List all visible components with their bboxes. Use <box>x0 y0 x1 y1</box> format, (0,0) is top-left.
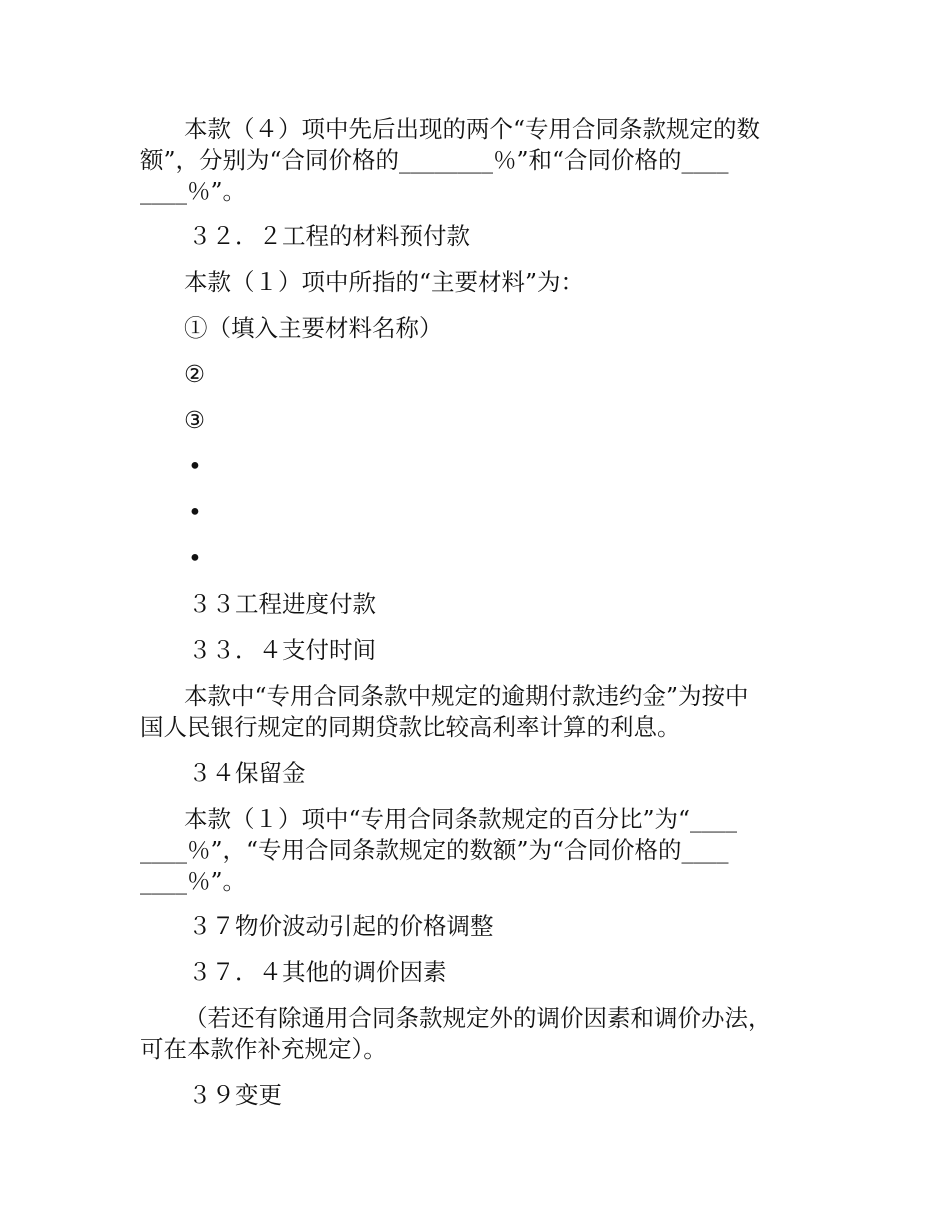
section-heading: ３７．４其他的调价因素 <box>188 958 447 986</box>
paragraph-line: ____％”。 <box>140 867 247 895</box>
section-heading: ３７物价波动引起的价格调整 <box>188 912 494 940</box>
paragraph-line: （若还有除通用合同条款规定外的调价因素和调价办法， <box>184 1004 772 1032</box>
paragraph-line: 本款中“专用合同条款中规定的逾期付款违约金”为按中 <box>184 682 749 710</box>
bullet-item: • <box>188 452 202 480</box>
paragraph-line: 本款（１）项中所指的“主要材料”为： <box>184 268 585 296</box>
section-heading: ３９变更 <box>188 1081 282 1109</box>
paragraph-line: ____％”。 <box>140 177 247 205</box>
list-item: ①（填入主要材料名称） <box>184 314 443 342</box>
section-heading: ３２．２工程的材料预付款 <box>188 222 470 250</box>
paragraph-line: ____％”，“专用合同条款规定的数额”为“合同价格的____ <box>140 836 729 864</box>
list-item: ② <box>184 360 206 388</box>
paragraph-line: 国人民银行规定的同期贷款比较高利率计算的利息。 <box>140 713 681 741</box>
paragraph-line: 额”，分别为“合同价格的________％”和“合同价格的____ <box>140 146 729 174</box>
paragraph-line: 本款（４）项中先后出现的两个“专用合同条款规定的数 <box>184 115 761 143</box>
section-heading: ３４保留金 <box>188 759 306 787</box>
section-heading: ３３．４支付时间 <box>188 636 376 664</box>
list-item: ③ <box>184 406 206 434</box>
bullet-item: • <box>188 544 202 572</box>
section-heading: ３３工程进度付款 <box>188 590 376 618</box>
bullet-item: • <box>188 498 202 526</box>
paragraph-line: 可在本款作补充规定）。 <box>140 1035 387 1063</box>
paragraph-line: 本款（１）项中“专用合同条款规定的百分比”为“____ <box>184 805 738 833</box>
